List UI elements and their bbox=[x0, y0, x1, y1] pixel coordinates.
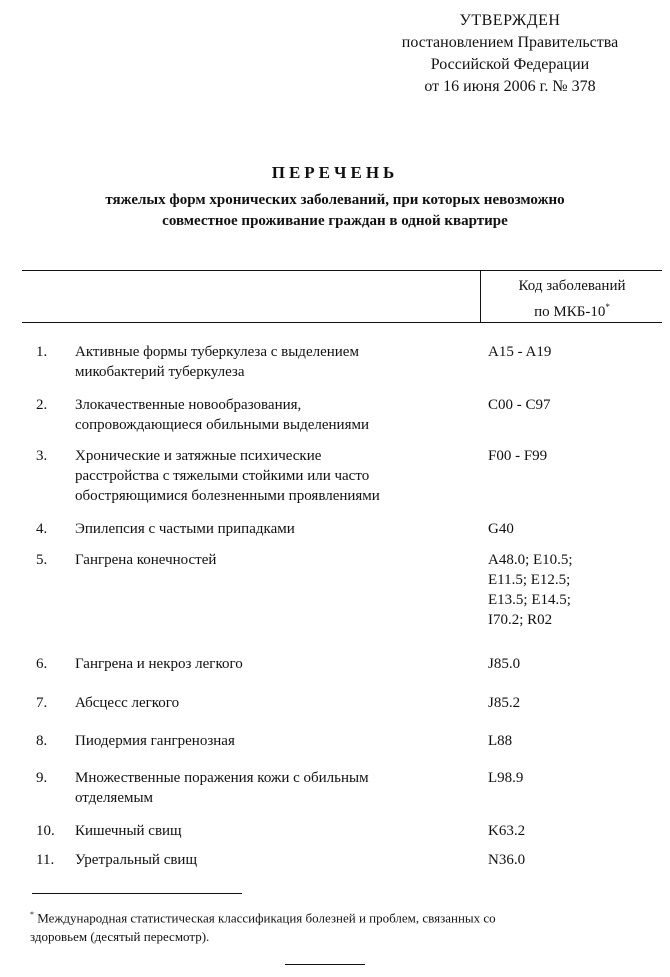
disease-code-line: A15 - A19 bbox=[488, 344, 552, 360]
footnote-line: здоровьем (десятый пересмотр). bbox=[30, 929, 210, 945]
disease-code-line: J85.2 bbox=[488, 695, 521, 711]
disease-code-line: I70.2; R02 bbox=[488, 612, 553, 628]
approval-line: постановлением Правительства bbox=[401, 34, 619, 51]
disease-name bbox=[75, 446, 475, 506]
row-number: 1. bbox=[36, 344, 48, 360]
footnote-mark: * bbox=[605, 302, 610, 312]
approval-line: от 16 июня 2006 г. № 378 bbox=[424, 78, 596, 95]
code-header-text: по МКБ-10 bbox=[534, 304, 606, 320]
footnote-mark: * bbox=[30, 910, 34, 919]
row-number: 7. bbox=[36, 695, 48, 711]
code-column-header bbox=[482, 276, 662, 323]
row-number: 10. bbox=[36, 823, 55, 839]
approval-line: Российской Федерации bbox=[430, 56, 590, 73]
row-number: 5. bbox=[36, 552, 48, 568]
disease-name-line: обостряющимися болезненными проявлениями bbox=[75, 488, 380, 504]
disease-name-line: Хронические и затяжные психические bbox=[75, 448, 322, 464]
disease-code bbox=[488, 693, 663, 713]
disease-code-line: G40 bbox=[488, 521, 514, 537]
disease-code-line: L98.9 bbox=[488, 770, 524, 786]
disease-code bbox=[488, 654, 663, 674]
disease-code bbox=[488, 731, 663, 751]
subtitle-line: совместное проживание граждан в одной квартире bbox=[162, 213, 508, 229]
disease-name-line: Гангрена конечностей bbox=[75, 552, 217, 568]
disease-code bbox=[488, 821, 663, 841]
disease-code-line: L88 bbox=[488, 733, 513, 749]
disease-name bbox=[75, 342, 475, 382]
disease-code-line: E11.5; E12.5; bbox=[488, 572, 571, 588]
disease-name bbox=[75, 550, 475, 570]
row-number: 4. bbox=[36, 521, 48, 537]
disease-code bbox=[488, 519, 663, 539]
disease-code-line: N36.0 bbox=[488, 852, 526, 868]
code-header-line: Код заболеваний bbox=[518, 278, 626, 294]
disease-name-line: Абсцесс легкого bbox=[75, 695, 180, 711]
disease-name bbox=[75, 821, 475, 841]
row-number: 8. bbox=[36, 733, 48, 749]
disease-name-line: Гангрена и некроз легкого bbox=[75, 656, 243, 672]
disease-name-line: Множественные поражения кожи с обильным bbox=[75, 770, 369, 786]
disease-code-line: A48.0; E10.5; bbox=[488, 552, 573, 568]
footnote bbox=[30, 905, 650, 946]
disease-code-line: F00 - F99 bbox=[488, 448, 548, 464]
disease-code bbox=[488, 342, 663, 362]
code-header-line bbox=[482, 297, 662, 323]
disease-name-line: Уретральный свищ bbox=[75, 852, 198, 868]
approval-block bbox=[360, 10, 660, 98]
disease-code bbox=[488, 768, 663, 788]
disease-name-line: Активные формы туберкулеза с выделением bbox=[75, 344, 359, 360]
row-number: 6. bbox=[36, 656, 48, 672]
disease-name bbox=[75, 731, 475, 751]
row-number: 9. bbox=[36, 770, 48, 786]
row-number: 3. bbox=[36, 448, 48, 464]
subtitle-line: тяжелых форм хронических заболеваний, при которых невозможно bbox=[105, 192, 565, 208]
disease-name bbox=[75, 519, 475, 539]
table-top-rule bbox=[22, 270, 662, 271]
disease-name-line: микобактерий туберкулеза bbox=[75, 364, 245, 380]
page-end-rule bbox=[285, 964, 365, 965]
disease-code-line: E13.5; E14.5; bbox=[488, 592, 571, 608]
disease-name-line: расстройства с тяжелыми стойкими или часто bbox=[75, 468, 370, 484]
approval-heading: УТВЕРЖДЕН bbox=[459, 12, 561, 29]
document-title: ПЕРЕЧЕНЬ bbox=[271, 163, 399, 182]
disease-name-line: сопровождающиеся обильными выделениями bbox=[75, 417, 369, 433]
disease-name-line: Эпилепсия с частыми припадками bbox=[75, 521, 295, 537]
disease-name bbox=[75, 850, 475, 870]
disease-code-line: J85.0 bbox=[488, 656, 521, 672]
disease-name bbox=[75, 654, 475, 674]
disease-name-line: Пиодермия гангренозная bbox=[75, 733, 235, 749]
disease-name bbox=[75, 693, 475, 713]
disease-code bbox=[488, 550, 663, 630]
disease-name bbox=[75, 768, 475, 808]
disease-code bbox=[488, 446, 663, 466]
table-column-divider bbox=[480, 270, 481, 322]
footnote-text: Международная статистическая классификация болезней и проблем, связанных со bbox=[37, 910, 496, 926]
disease-name-line: Злокачественные новообразования, bbox=[75, 397, 302, 413]
document-subtitle bbox=[40, 190, 630, 232]
row-number: 2. bbox=[36, 397, 48, 413]
footnote-line bbox=[30, 905, 650, 927]
disease-code bbox=[488, 395, 663, 415]
disease-name-line: отделяемым bbox=[75, 790, 154, 806]
disease-code-line: C00 - C97 bbox=[488, 397, 551, 413]
disease-name-line: Кишечный свищ bbox=[75, 823, 182, 839]
disease-name bbox=[75, 395, 475, 435]
footnote-separator bbox=[32, 893, 242, 894]
disease-code bbox=[488, 850, 663, 870]
row-number: 11. bbox=[36, 852, 55, 868]
disease-code-line: K63.2 bbox=[488, 823, 526, 839]
